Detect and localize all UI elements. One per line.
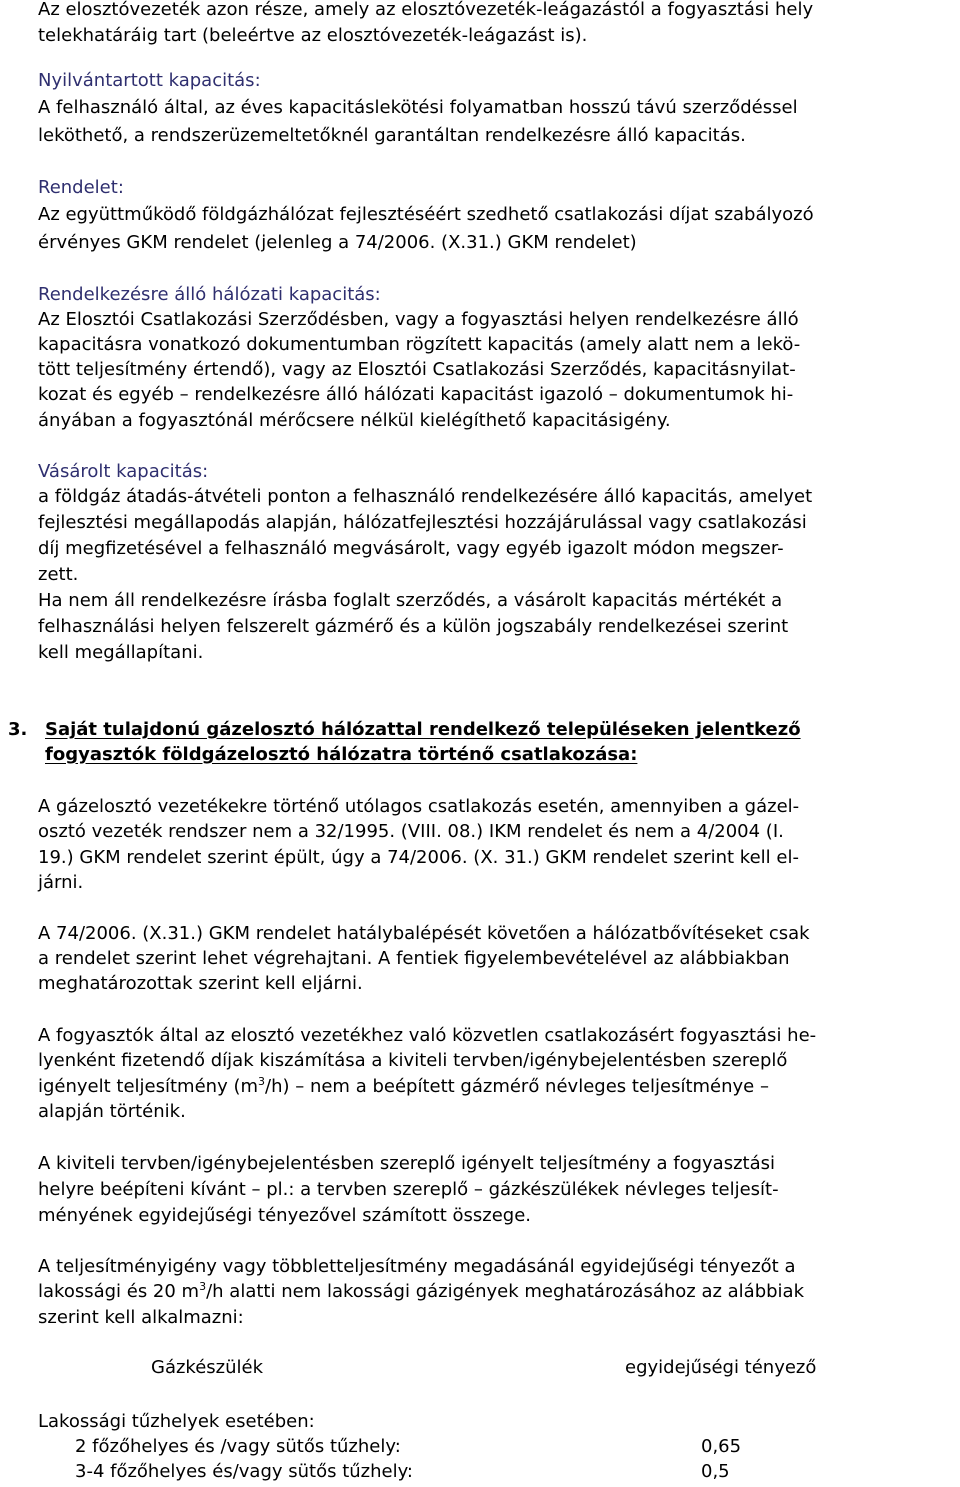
table-header-device: Gázkészülék <box>151 1357 264 1378</box>
table-row-label: 3-4 főzőhelyes és/vagy sütős tűzhely: <box>75 1461 414 1482</box>
paragraph-line: a rendelet szerint lehet végrehajtani. A fentiek figyelembevételével az alábbiakban <box>38 948 790 969</box>
paragraph-line: lyenként fizetendő díjak kiszámítása a kiviteli tervben/igénybejelentésben szereplő <box>38 1050 788 1071</box>
text: /h) – nem a beépített gázmérő névleges teljesítménye – <box>265 1076 769 1097</box>
section-title-line-1: Saját tulajdonú gázelosztó hálózattal rendelkező településeken jelentkező <box>45 719 801 740</box>
definition-line: érvényes GKM rendelet (jelenleg a 74/2006. (X.31.) GKM rendelet) <box>38 232 637 253</box>
paragraph-line: A kiviteli tervben/igénybejelentésben szereplő igényelt teljesítmény a fogyasztási <box>38 1153 775 1174</box>
definition-line: kell megállapítani. <box>38 642 204 663</box>
intro-line-2: telekhatáráig tart (beleértve az elosztóvezeték-leágazást is). <box>38 25 588 46</box>
text: Az elosztóvezeték azon része, amely az elosztóvezeték-leágazástól a fogyasztási hely <box>38 0 814 20</box>
paragraph-line: osztó vezeték rendszer nem a 32/1995. (VIII. 08.) IKM rendelet és nem a 4/2004 (I. <box>38 821 784 842</box>
term-purchased-capacity: Vásárolt kapacitás: <box>38 461 209 482</box>
intro-line-1 <box>38 0 956 22</box>
superscript: 3 <box>258 1075 266 1088</box>
text: igényelt teljesítmény (m <box>38 1076 259 1097</box>
paragraph-line-with-superscript <box>38 1075 769 1099</box>
paragraph-line-with-superscript <box>38 1280 804 1304</box>
table-group-label: Lakossági tűzhelyek esetében: <box>38 1411 315 1432</box>
definition-line: leköthető, a rendszerüzemeltetőknél garantáltan rendelkezésre álló kapacitás. <box>38 125 746 146</box>
definition-line: Az együttműködő földgázhálózat fejlesztéséért szedhető csatlakozási díjat szabályozó <box>38 204 814 225</box>
paragraph-line: meghatározottak szerint kell eljárni. <box>38 973 363 994</box>
table-row-value: 0,5 <box>701 1461 730 1482</box>
section-title-line-2: fogyasztók földgázelosztó hálózatra történő csatlakozása: <box>45 744 638 765</box>
section-number: 3. <box>8 719 28 740</box>
definition-line: A felhasználó által, az éves kapacitáslekötési folyamatban hosszú távú szerződéssel <box>38 97 798 118</box>
definition-line: díj megfizetésével a felhasználó megvásárolt, vagy egyéb igazolt módon megszer- <box>38 538 784 559</box>
paragraph-line: A gázelosztó vezetékekre történő utólagos csatlakozás esetén, amennyiben a gázel- <box>38 796 800 817</box>
paragraph-line: járni. <box>38 872 84 893</box>
paragraph-line: A fogyasztók által az elosztó vezetékhez való közvetlen csatlakozásért fogyasztási he- <box>38 1025 817 1046</box>
definition-line: felhasználási helyen felszerelt gázmérő és a külön jogszabály rendelkezései szerint <box>38 616 789 637</box>
paragraph-line: A teljesítményigény vagy többletteljesítmény megadásánál egyidejűségi tényezőt a <box>38 1256 796 1277</box>
table-header-factor: egyidejűségi tényező <box>625 1357 817 1378</box>
definition-line: kapacitásra vonatkozó dokumentumban rögzített kapacitás (amely alatt nem a lekö- <box>38 334 801 355</box>
term-available-network-capacity: Rendelkezésre álló hálózati kapacitás: <box>38 284 381 305</box>
paragraph-line: alapján történik. <box>38 1101 186 1122</box>
definition-line: fejlesztési megállapodás alapján, hálózatfejlesztési hozzájárulással vagy csatlakozási <box>38 512 807 533</box>
definition-line: Az Elosztói Csatlakozási Szerződésben, vagy a fogyasztási helyen rendelkezésre álló <box>38 309 799 330</box>
paragraph-line: A 74/2006. (X.31.) GKM rendelet hatálybalépését követően a hálózatbővítéseket csak <box>38 923 810 944</box>
paragraph-line: ményének egyidejűségi tényezővel számított összege. <box>38 1205 532 1226</box>
table-row-label: 2 főzőhelyes és /vagy sütős tűzhely: <box>75 1436 401 1457</box>
definition-line: Ha nem áll rendelkezésre írásba foglalt szerződés, a vásárolt kapacitás mértékét a <box>38 590 783 611</box>
paragraph-line: 19.) GKM rendelet szerint épült, úgy a 74/2006. (X. 31.) GKM rendelet szerint kell el- <box>38 847 799 868</box>
definition-line: tött teljesítmény értendő), vagy az Elosztói Csatlakozási Szerződés, kapacitásnyilat- <box>38 359 796 380</box>
term-registered-capacity: Nyilvántartott kapacitás: <box>38 70 261 91</box>
definition-line: ányában a fogyasztónál mérőcsere nélkül kielégíthető kapacitásigény. <box>38 410 671 431</box>
definition-line: zett. <box>38 564 79 585</box>
superscript: 3 <box>199 1280 207 1293</box>
paragraph-line: szerint kell alkalmazni: <box>38 1307 244 1328</box>
term-regulation: Rendelet: <box>38 177 124 198</box>
definition-line: kozat és egyéb – rendelkezésre álló hálózati kapacitást igazoló – dokumentumok hi- <box>38 384 794 405</box>
definition-line: a földgáz átadás-átvételi ponton a felhasználó rendelkezésére álló kapacitás, amelyet <box>38 486 813 507</box>
paragraph-line: helyre beépíteni kívánt – pl.: a tervben szereplő – gázkészülékek névleges teljesít- <box>38 1179 779 1200</box>
text: lakossági és 20 m <box>38 1281 200 1302</box>
text: /h alatti nem lakossági gázigények meghatározásához az alábbiak <box>206 1281 805 1302</box>
table-row-value: 0,65 <box>701 1436 742 1457</box>
